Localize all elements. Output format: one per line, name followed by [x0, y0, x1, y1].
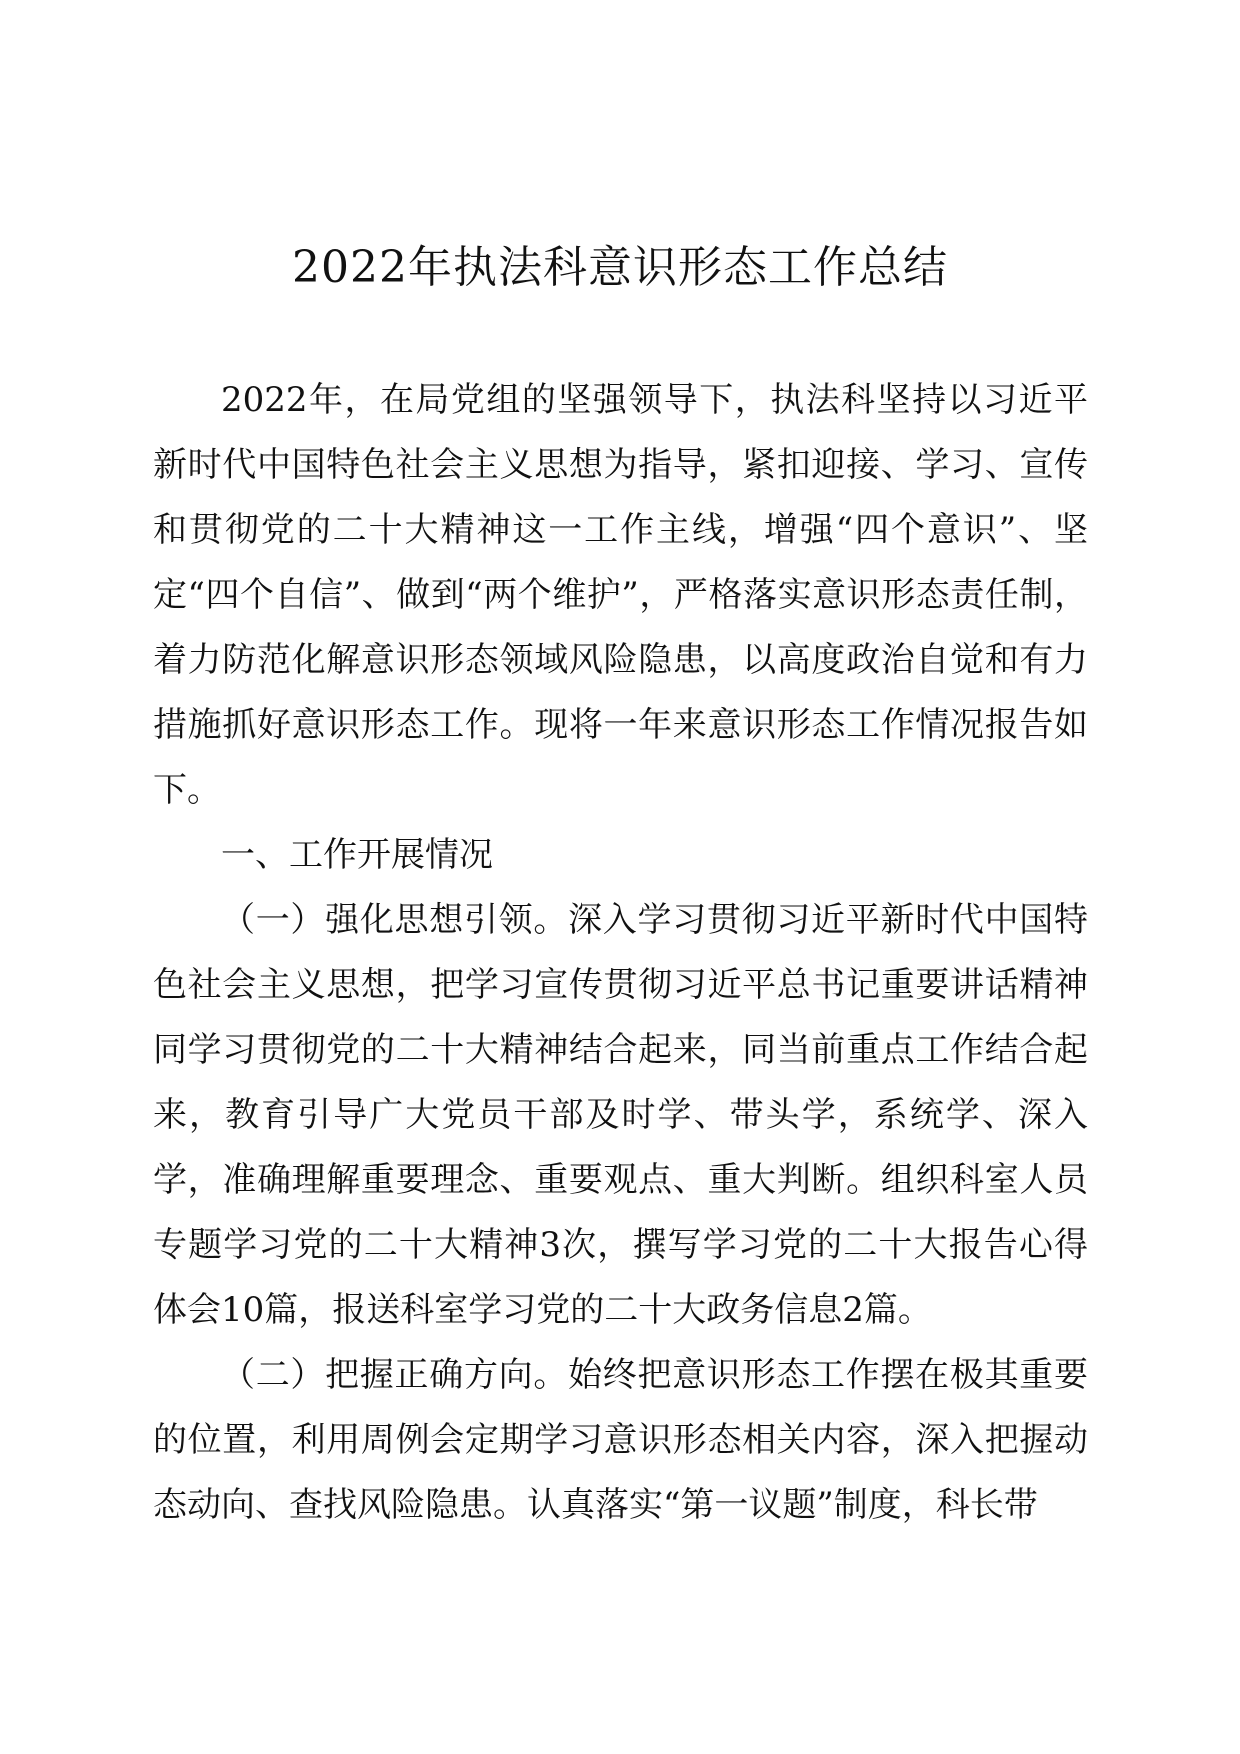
paragraph-intro: 2022年，在局党组的坚强领导下，执法科坚持以习近平新时代中国特色社会主义思想为指导，紧扣迎接、学习、宣传和贯彻党的二十大精神这一工作主线，增强“四个意识”、坚定“四个自信”、做到“两个维护”，严格落实意识形态责任制，着力防范化解意识形态领域风险隐患，以高度政治自觉和有力措施抓好意识形态工作。现将一年来意识形态工作情况报告如下。 — [153, 380, 1088, 810]
section-heading-work-status: 一、工作开展情况 — [221, 835, 493, 875]
paragraph-strengthen-guidance: （一）强化思想引领。深入学习贯彻习近平新时代中国特色社会主义思想，把学习宣传贯彻习近平总书记重要讲话精神同学习贯彻党的二十大精神结合起来，同当前重点工作结合起来，教育引导广大党员干部及时学、带头学，系统学、深入学，准确理解重要理念、重要观点、重大判断。组织科室人员专题学习党的二十大精神3次，撰写学习党的二十大报告心得体会10篇，报送科室学习党的二十大政务信息2篇。 — [153, 900, 1088, 1330]
document-title: 2022年执法科意识形态工作总结 — [292, 242, 948, 293]
paragraph-correct-direction: （二）把握正确方向。始终把意识形态工作摆在极其重要的位置，利用周例会定期学习意识形态相关内容，深入把握动态动向、查找风险隐患。认真落实“第一议题”制度，科长带 — [153, 1355, 1088, 1525]
document-body — [153, 368, 1088, 1538]
